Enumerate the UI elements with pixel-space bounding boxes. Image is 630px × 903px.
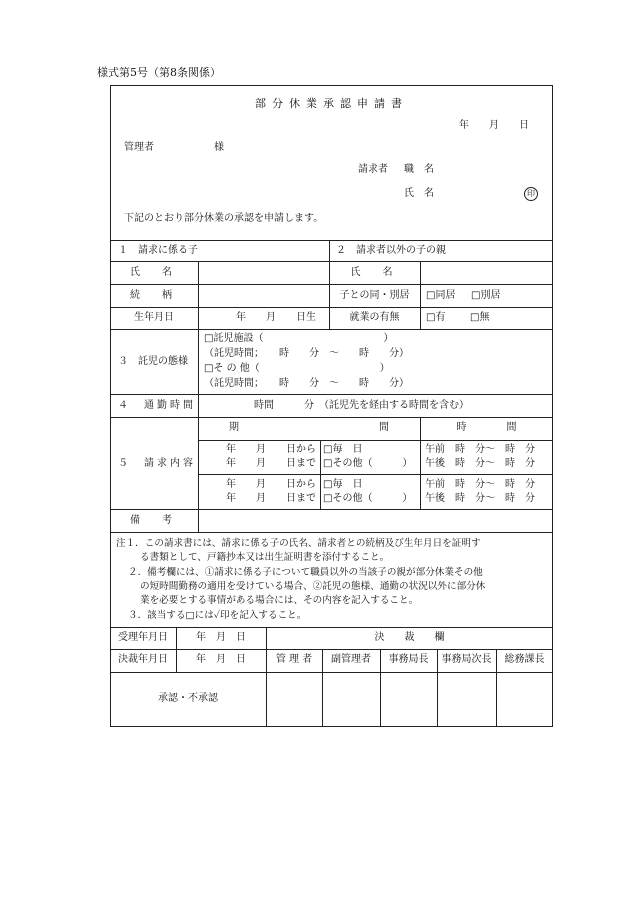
pm-time: 午後 時 分～ 時 分 bbox=[425, 458, 535, 469]
am-time: 午前 時 分～ 時 分 bbox=[425, 444, 535, 455]
birthdate-label: 生年月日 bbox=[134, 312, 174, 323]
other-option[interactable]: □その他（ ） bbox=[323, 458, 413, 469]
approver-deputy-manager: 副管理者 bbox=[331, 654, 371, 665]
every-day-option[interactable]: □毎 日 bbox=[323, 444, 363, 455]
every-day-option[interactable]: □毎 日 bbox=[323, 479, 363, 490]
decided-date-value: 年 月 日 bbox=[196, 654, 246, 665]
note-line: る書類として、戸籍抄本又は出生証明書を添付すること。 bbox=[140, 552, 390, 563]
period-to: 年 月 日まで bbox=[226, 458, 316, 469]
addressee-label: 管理者 bbox=[124, 142, 154, 153]
note-line: 注１．この請求書には、請求に係る子の氏名、請求者との続柄及び生年月日を証明す bbox=[116, 538, 481, 549]
rule bbox=[110, 240, 553, 241]
approver-secretariat-head: 事務局長 bbox=[388, 654, 429, 665]
intro-text: 下記のとおり部分休業の承認を申請します。 bbox=[124, 213, 324, 224]
parent-name-label: 氏 名 bbox=[350, 267, 399, 278]
form-title: 部分休業承認申請書 bbox=[255, 97, 408, 110]
remarks-label: 備 考 bbox=[130, 515, 178, 526]
rule bbox=[198, 329, 199, 417]
note-line: ２．備考欄には、①請求に係る子について職員以外の当該子の親が部分休業その他 bbox=[128, 567, 483, 578]
section1-heading: １ 請求に係る子 bbox=[118, 245, 198, 256]
period-from: 年 月 日から bbox=[226, 444, 316, 455]
commute-label: ４ 通勤時間 bbox=[118, 400, 196, 411]
decided-date-label: 決裁年月日 bbox=[118, 654, 168, 665]
employment-option-yes[interactable]: □有 bbox=[426, 312, 446, 323]
childcare-other-line[interactable]: □そ の 他（ ） bbox=[204, 363, 390, 374]
commute-value: 時間 分 （託児先を経由する時間を含む） bbox=[254, 400, 469, 411]
applicant-name-label: 氏 名 bbox=[404, 188, 434, 199]
pm-time: 午後 時 分～ 時 分 bbox=[425, 493, 535, 504]
note-line: ３．該当する□には✓印を記入すること。 bbox=[128, 610, 307, 621]
cohabit-option-together[interactable]: □同居 bbox=[426, 290, 456, 301]
rule bbox=[420, 261, 421, 329]
period-to: 年 月 日まで bbox=[226, 493, 316, 504]
form-number: 様式第5号（第8条関係） bbox=[97, 66, 221, 79]
rule bbox=[110, 307, 553, 308]
section2-heading: ２ 請求者以外の子の親 bbox=[336, 245, 446, 256]
rule bbox=[110, 672, 553, 673]
period-from: 年 月 日から bbox=[226, 479, 316, 490]
childcare-facility-line[interactable]: □託児施設（ ） bbox=[204, 333, 394, 344]
seal-mark: 印 bbox=[524, 187, 538, 201]
childcare-label: ３ 託児の態様 bbox=[118, 356, 188, 367]
approver-general-affairs: 総務課長 bbox=[504, 654, 545, 665]
childcare-facility-time: （託児時間； 時 分 ～ 時 分） bbox=[204, 348, 409, 359]
applicant-label: 請求者 bbox=[358, 164, 388, 175]
rule bbox=[110, 329, 553, 330]
cohabit-option-separate[interactable]: □別居 bbox=[471, 290, 501, 301]
received-date-label: 受理年月日 bbox=[118, 632, 168, 643]
rule bbox=[198, 417, 199, 532]
other-option[interactable]: □その他（ ） bbox=[323, 493, 413, 504]
received-date-value: 年 月 日 bbox=[196, 632, 246, 643]
rule bbox=[198, 261, 199, 329]
time-header: 時 間 bbox=[456, 422, 517, 433]
note-line: 業を必要とする事情がある場合には、その内容を記入すること。 bbox=[140, 595, 419, 606]
decision-column-header: 決 裁 欄 bbox=[374, 632, 445, 643]
sama-label: 様 bbox=[214, 142, 224, 153]
approver-secretariat-deputy: 事務局次長 bbox=[441, 654, 492, 665]
employment-option-no[interactable]: □無 bbox=[470, 312, 490, 323]
rule bbox=[110, 261, 553, 262]
birthdate-value: 年 月 日生 bbox=[236, 312, 316, 323]
rule bbox=[110, 417, 553, 418]
cohabit-label: 子との同・別居 bbox=[339, 290, 410, 301]
relation-label: 続 柄 bbox=[130, 290, 178, 301]
approver-manager: 管 理 者 bbox=[275, 654, 313, 665]
rule bbox=[198, 474, 553, 475]
employment-label: 就業の有無 bbox=[349, 312, 400, 323]
period-header: 期 間 bbox=[229, 422, 389, 433]
request-content-label: ５ 請求内容 bbox=[118, 458, 196, 469]
am-time: 午前 時 分～ 時 分 bbox=[425, 479, 535, 490]
date-line: 年 月 日 bbox=[459, 120, 529, 131]
child-name-label: 氏 名 bbox=[130, 267, 178, 278]
rule bbox=[110, 532, 553, 533]
rule bbox=[198, 440, 553, 441]
rule bbox=[320, 440, 321, 509]
childcare-other-time: （託児時間； 時 分 ～ 時 分） bbox=[204, 378, 409, 389]
rule bbox=[110, 394, 553, 395]
applicant-post-label: 職 名 bbox=[404, 164, 434, 175]
approval-text: 承認・不承認 bbox=[158, 693, 218, 704]
note-line: の短時間勤務の適用を受けている場合、②託児の態様、通勤の状況以外に部分休 bbox=[140, 581, 486, 592]
rule bbox=[110, 509, 553, 510]
rule bbox=[110, 284, 553, 285]
